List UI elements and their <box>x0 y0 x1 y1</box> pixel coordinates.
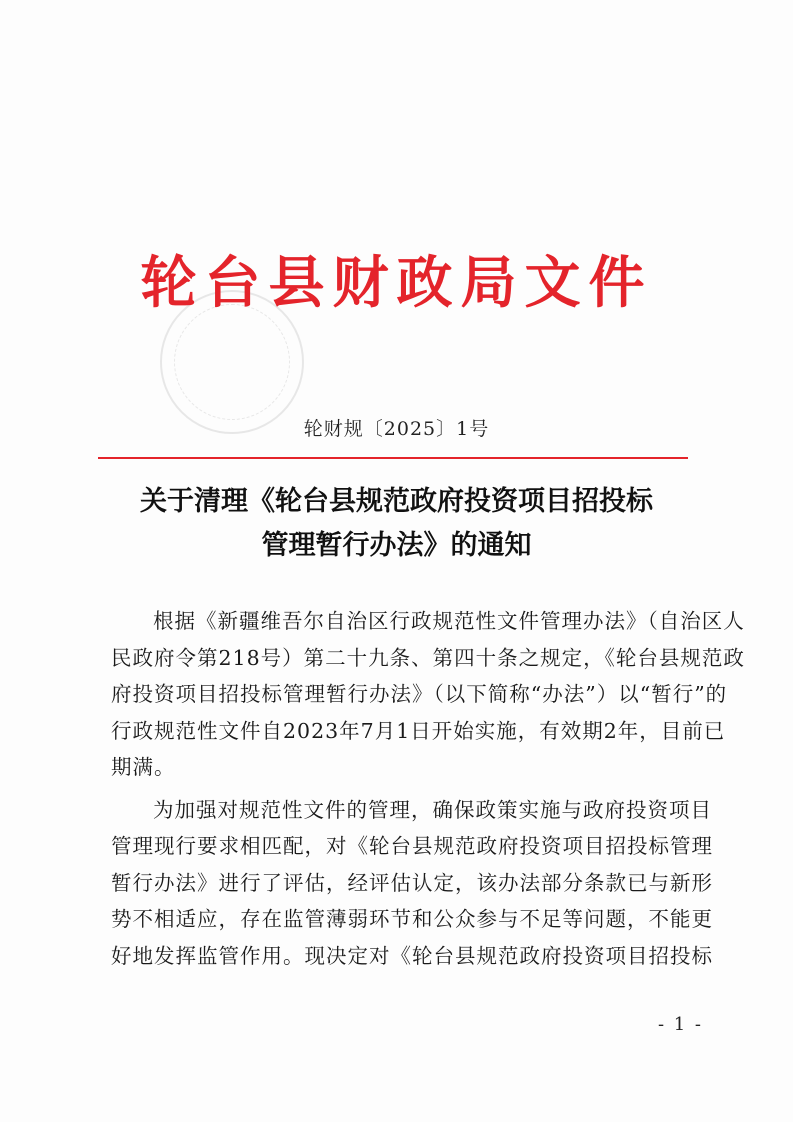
body-line: 期满。 <box>111 755 176 779</box>
body-line: 根据《新疆维吾尔自治区行政规范性文件管理办法》（自治区人 <box>153 609 745 633</box>
red-separator-line <box>98 457 688 459</box>
document-body <box>111 603 745 974</box>
body-line: 行政规范性文件自2023年7月1日开始实施，有效期2年，目前已 <box>111 718 726 743</box>
page-number: - 1 - <box>657 1014 703 1035</box>
masthead-title: 轮台县财政局文件 <box>140 251 653 316</box>
document-number: 轮财规〔2025〕1号 <box>303 418 490 440</box>
body-line: 好地发挥监管作用。现决定对《轮台县规范政府投资项目招投标 <box>111 943 713 968</box>
body-line: 势不相适应，存在监管薄弱环节和公众参与不足等问题，不能更 <box>111 907 713 931</box>
body-line: 为加强对规范性文件的管理，确保政策实施与政府投资项目 <box>153 797 712 822</box>
body-line: 民政府令第218号）第二十九条、第四十条之规定，《轮台县规范政 <box>111 645 745 670</box>
title-line-1: 关于清理《轮台县规范政府投资项目招投标 <box>140 486 653 517</box>
title-line-2: 管理暂行办法》的通知 <box>261 530 532 561</box>
body-line: 府投资项目招投标管理暂行办法》（以下简称“办法”）以“暂行”的 <box>111 682 728 706</box>
body-line: 管理现行要求相匹配，对《轮台县规范政府投资项目招投标管理 <box>111 834 713 858</box>
body-line: 暂行办法》进行了评估，经评估认定，该办法部分条款已与新形 <box>111 870 713 895</box>
document-title <box>90 480 703 568</box>
